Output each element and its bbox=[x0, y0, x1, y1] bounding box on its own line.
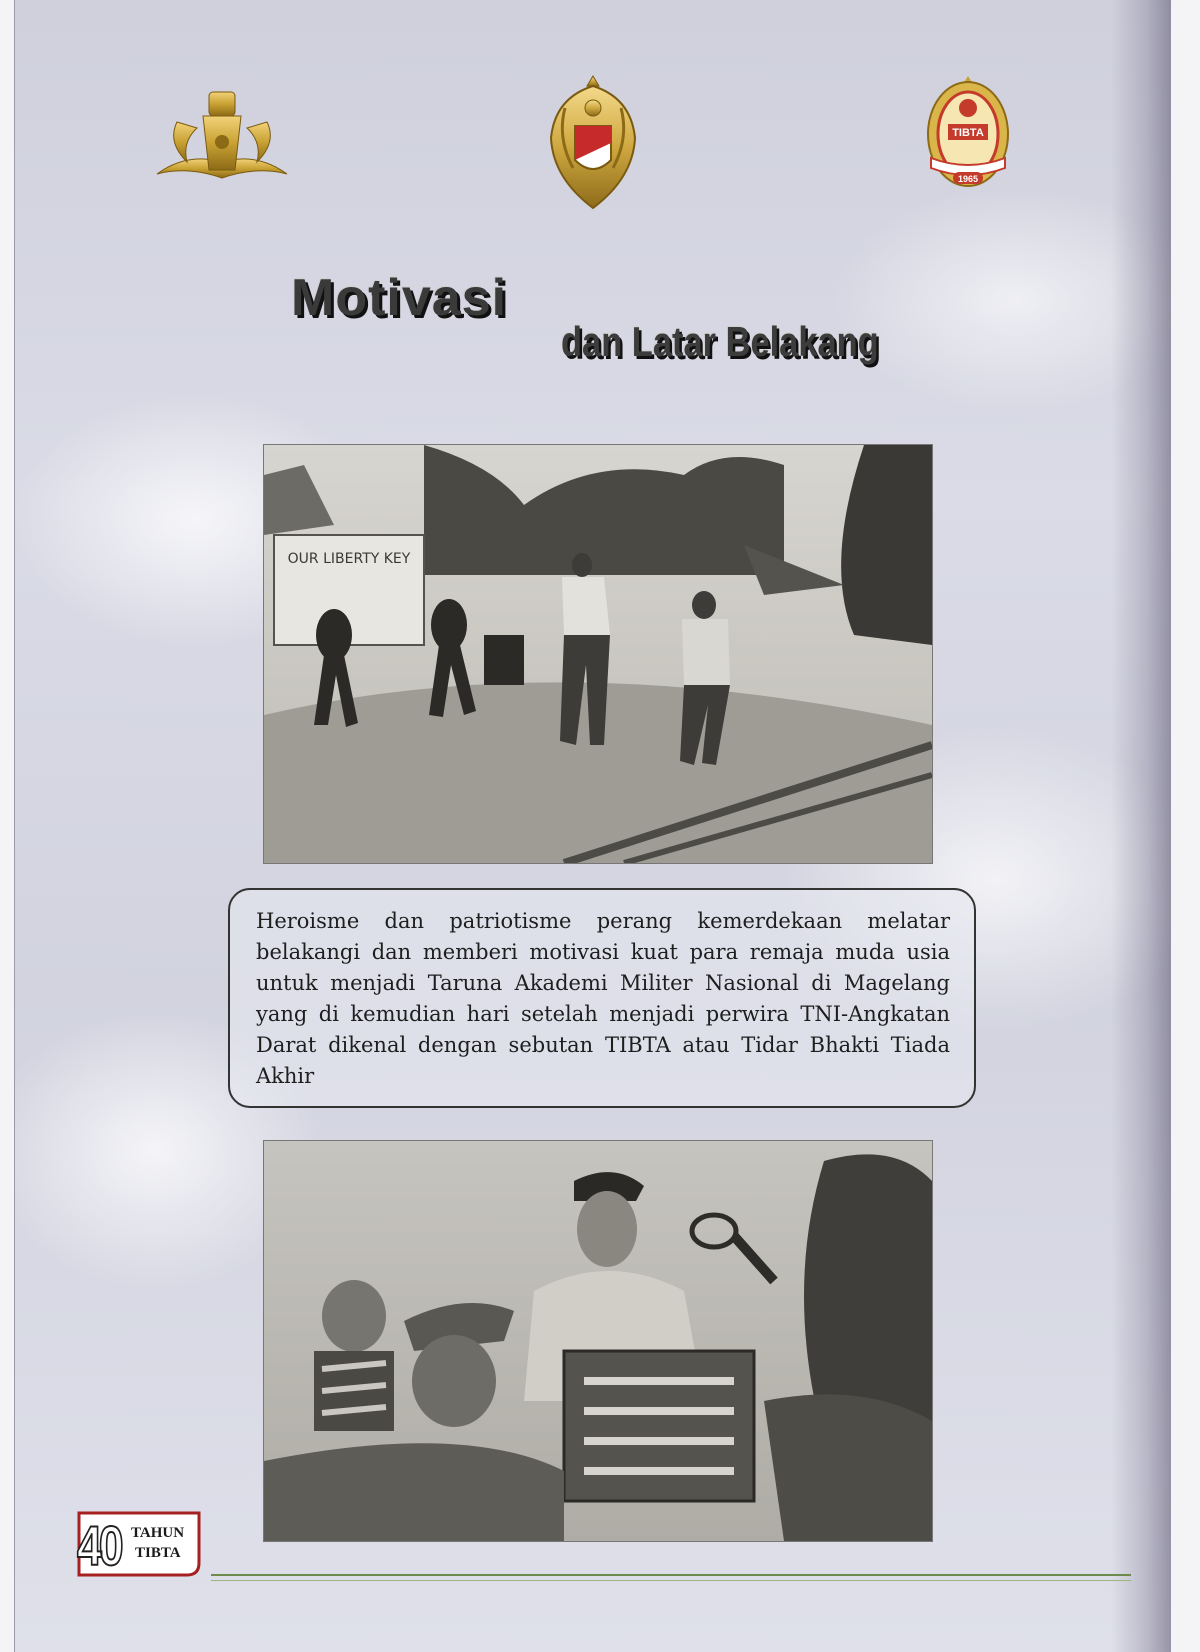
page-number: 40 bbox=[77, 1514, 121, 1577]
caption-box bbox=[228, 888, 976, 1108]
army-eagle-emblem-icon bbox=[543, 68, 643, 217]
page-spine-shadow bbox=[1111, 0, 1171, 1652]
photo-sign-text: OUR LIBERTY KEY bbox=[287, 551, 411, 567]
magazine-page bbox=[14, 0, 1171, 1652]
tibta-emblem-year: 1965 bbox=[957, 174, 979, 184]
badge-label-tahun: TAHUN bbox=[131, 1525, 185, 1541]
tibta-emblem-label: TIBTA bbox=[952, 127, 984, 139]
tibta-emblem-icon bbox=[923, 72, 1013, 201]
infantry-emblem-icon bbox=[147, 82, 297, 196]
photo-soldiers-ammunition bbox=[263, 1140, 933, 1542]
photo-soldiers-running bbox=[263, 444, 933, 864]
page-subtitle: dan Latar Belakang bbox=[561, 318, 879, 365]
page-title: Motivasi bbox=[291, 269, 508, 327]
caption-text: Heroisme dan patriotisme perang kemerdekaan melatar belakangi dan memberi motivasi kuat para remaja muda usia untuk menjadi Taruna Akademi Militer Nasional di Magelang yang di kemudian hari setelah menjadi perwira TNI-Angkatan Darat dikenal dengan sebutan TIBTA atau Tidar Bhakti Tiada Akhir bbox=[256, 909, 950, 1088]
footer-rule bbox=[211, 1574, 1131, 1581]
badge-label-tibta: TIBTA bbox=[135, 1545, 181, 1561]
